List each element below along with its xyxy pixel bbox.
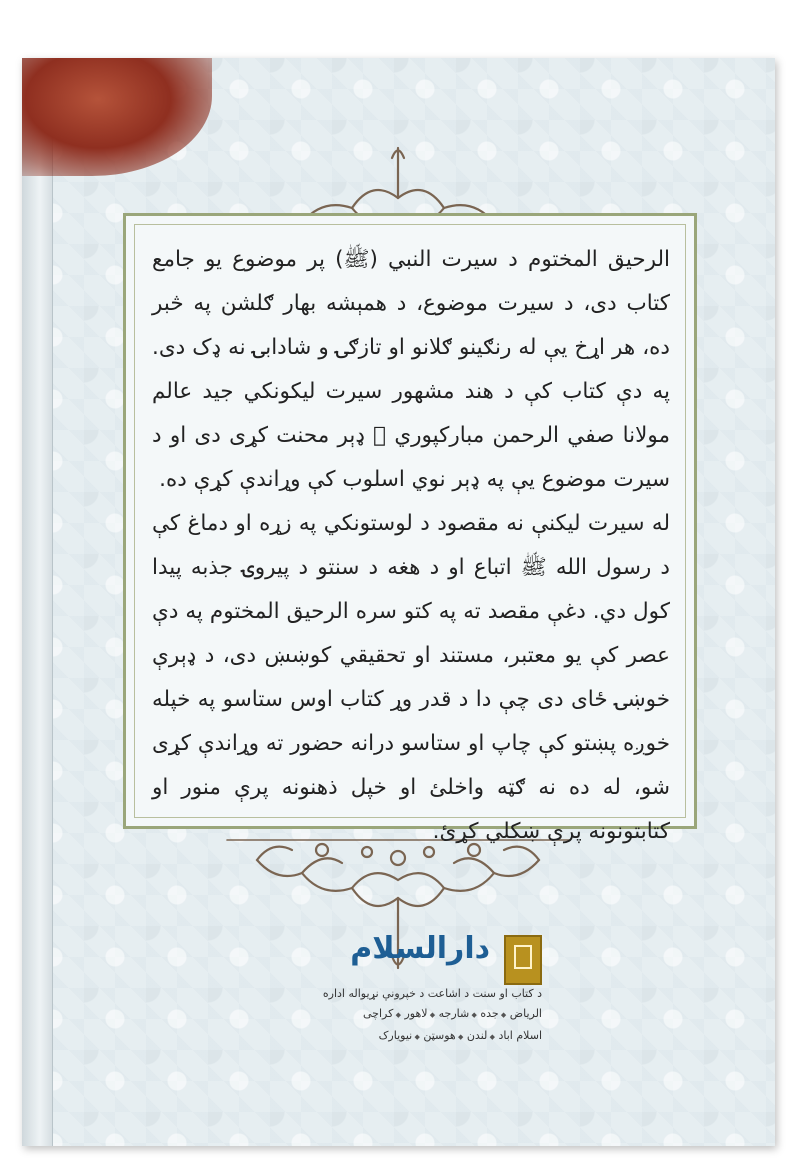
city: الریاض	[509, 1007, 542, 1020]
city: ◆ لندن	[467, 1029, 495, 1042]
text-frame	[123, 213, 697, 844]
city: ◆ جده	[480, 1007, 506, 1020]
description-text	[152, 238, 670, 854]
publisher-tagline: د کتاب او سنت د اشاعت د خپرونې نړیواله اداره	[322, 987, 542, 1000]
book-back-cover	[22, 58, 775, 1146]
city: ◆ لاهور	[404, 1007, 435, 1020]
paragraph-2: له سیرت لیکنې نه مقصود د لوستونکي په زړه او دماغ کې د رسول الله ﷺ اتباع او د هغه د سنتو د پیروۍ جذبه پیدا کول دي. دغې مقصد ته په کتو سره الرحیق المختوم په دې عصر کې یو معتبر، مستند او تحقیقي کوښښ دی، د ډېرې خوښۍ ځای دی چې دا د قدر وړ کتاب اوس ستاسو په خپله خوږه پښتو کې چاپ او ستاسو درانه حضور ته وړاندې کړی شو، له ده نه ګټه واخلئ او خپل ذهنونه پرې منور او کتابتونونه پرې ښکلي کړئ.	[152, 511, 670, 844]
publisher-name: دارالسلام	[350, 931, 490, 966]
publisher-cities-row-1	[363, 1007, 542, 1020]
city: ◆ نیویارک	[379, 1029, 420, 1042]
publisher-cities-row-2	[379, 1029, 542, 1042]
publisher-block	[312, 931, 542, 1081]
city: ◆ هوسټن	[423, 1029, 463, 1042]
city: ◆ شارجه	[439, 1007, 477, 1020]
paragraph-1: الرحیق المختوم د سیرت النبي (ﷺ) پر موضوع یو جامع کتاب دی، د سیرت موضوع، د همېشه بهار ګلشن په څبر ده، هر اړخ یې له رنګینو ګلانو او تازګۍ و شادابۍ نه ډک دی. په دې کتاب کې د هند مشهور سیرت لیکونکي جید عالم مولانا صفي الرحمن مبارکپوري ﷫ ډېر محنت کړی دی او د سیرت موضوع یې په ډېر نوي اسلوب کې وړاندې کړې ده.	[152, 247, 670, 492]
city: اسلام اباد	[498, 1029, 542, 1042]
publisher-emblem-icon	[504, 935, 542, 985]
city: ◆ کراچی	[363, 1007, 401, 1020]
